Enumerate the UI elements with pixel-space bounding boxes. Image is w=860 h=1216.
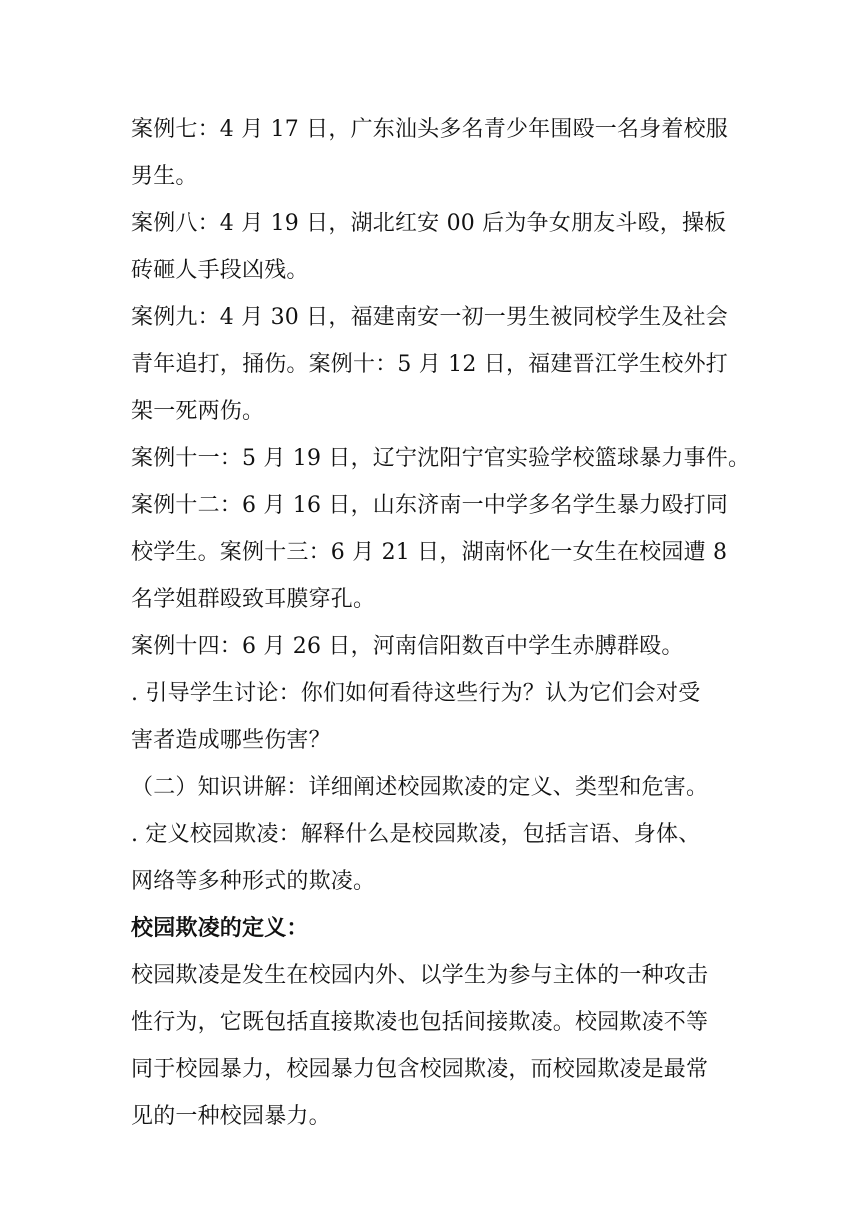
- text-line: 网络等多种形式的欺凌。: [131, 869, 376, 894]
- text-line: 案例十四：6 月 26 日，河南信阳数百中学生赤膊群殴。: [131, 634, 684, 659]
- section-heading: 校园欺凌的定义：: [131, 916, 309, 941]
- text-line: （二）知识讲解：详细阐述校园欺凌的定义、类型和危害。: [131, 775, 709, 800]
- text-line: 案例八：4 月 19 日，湖北红安 00 后为争女朋友斗殴，操板: [131, 211, 727, 236]
- text-line: 同于校园暴力，校园暴力包含校园欺凌，而校园欺凌是最常: [131, 1057, 709, 1082]
- text-line: 害者造成哪些伤害？: [131, 728, 331, 753]
- text-line: 校园欺凌是发生在校园内外、以学生为参与主体的一种攻击: [131, 963, 709, 988]
- text-line: 见的一种校园暴力。: [131, 1104, 331, 1129]
- text-line: . 定义校园欺凌：解释什么是校园欺凌，包括言语、身体、: [131, 822, 701, 847]
- text-line: 名学姐群殴致耳膜穿孔。: [131, 587, 376, 612]
- text-line: 青年追打，捅伤。案例十：5 月 12 日，福建晋江学生校外打: [131, 352, 728, 377]
- text-line: 案例十二：6 月 16 日，山东济南一中学多名学生暴力殴打同: [131, 493, 728, 518]
- text-line: 架一死两伤。: [131, 399, 265, 424]
- text-line: 案例十一：5 月 19 日，辽宁沈阳宁官实验学校篮球暴力事件。: [131, 446, 751, 471]
- text-line: 砖砸人手段凶残。: [131, 258, 309, 283]
- document-page: [131, 106, 751, 1140]
- text-line: 男生。: [131, 164, 198, 189]
- text-line: . 引导学生讨论：你们如何看待这些行为？认为它们会对受: [131, 681, 701, 706]
- text-line: 案例九：4 月 30 日，福建南安一初一男生被同校学生及社会: [131, 305, 728, 330]
- text-line: 校学生。案例十三：6 月 21 日，湖南怀化一女生在校园遭 8: [131, 540, 728, 565]
- text-line: 案例七：4 月 17 日，广东汕头多名青少年围殴一名身着校服: [131, 117, 728, 142]
- text-line: 性行为，它既包括直接欺凌也包括间接欺凌。校园欺凌不等: [131, 1010, 709, 1035]
